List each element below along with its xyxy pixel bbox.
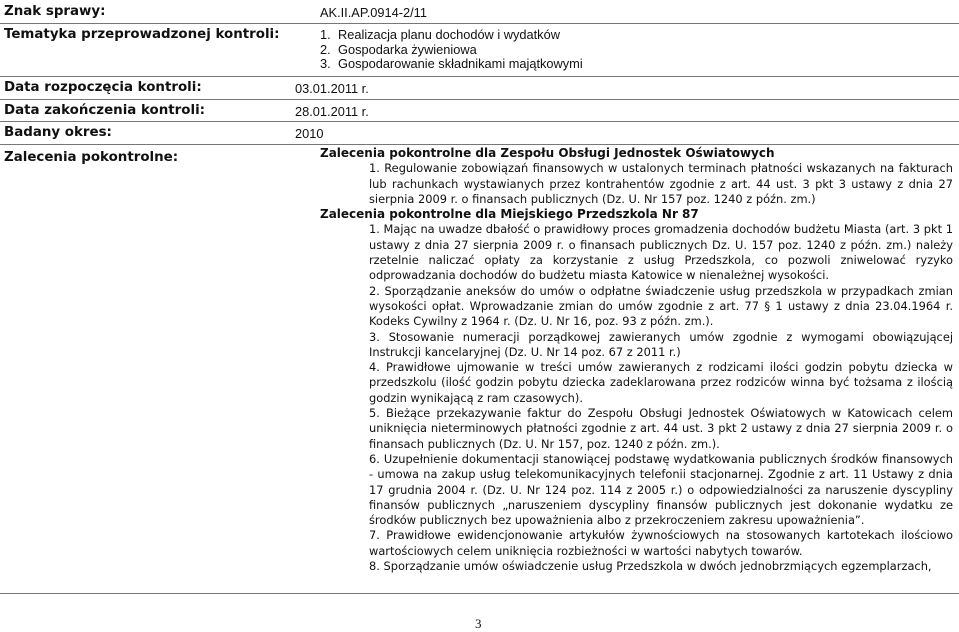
row-divider	[0, 76, 959, 77]
topic-item: 1. Realizacja planu dochodów i wydatków	[320, 27, 560, 42]
row-divider	[0, 23, 959, 24]
start-date-value: 03.01.2011 r.	[295, 81, 369, 96]
topic-item: 3. Gospodarowanie składnikami majątkowymi	[320, 56, 583, 72]
row-divider	[0, 99, 959, 100]
recommendation-item: 3. Stosowanie numeracji porządkowej zawieranych umów zgodnie z wymogami obowiązującej Instrukcji kancelaryjnej (Dz. U. Nr 14 poz. 67 z 2011 r.)	[369, 329, 953, 359]
recommendation-item: 7. Prawidłowe ewidencjonowanie artykułów żywnościowych na stosowanych kartotekach ilościowo wartościowych celem uniknięcia rozbieżności w wartości nabytych towarów.	[369, 528, 953, 558]
recommendation-item: 1. Regulowanie zobowiązań finansowych w ustalonych terminach płatności wskazanych na fakturach lub rachunkach wystawianych przez kontrahentów zgodnie z art. 44 ust. 3 pkt 3 ustawy z dnia 27 sierpnia 2009 r. o finansach publicznych (Dz. U. Nr 157 poz. 1240 z późn. zm.)	[369, 161, 953, 206]
row-divider	[0, 121, 959, 122]
recommendation-item: 5. Bieżące przekazywanie faktur do Zespołu Obsługi Jednostek Oświatowych w Katowicach celem uniknięcia nieterminowych płatności zgodnie z art. 44 ust. 3 pkt 2 ustawy z dnia 27 sierpnia 2009 r. o finansach publicznych (Dz. U. Nr 157, poz. 1240 z późn. zm.).	[369, 406, 953, 451]
topic-item: 2. Gospodarka żywieniowa	[320, 41, 477, 57]
heading-zespol: Zalecenia pokontrolne dla Zespołu Obsługi Jednostek Oświatowych	[320, 146, 775, 160]
topics-label: Tematyka przeprowadzonej kontroli:	[4, 27, 280, 42]
row-divider	[0, 144, 959, 145]
case-number-value: AK.II.AP.0914-2/11	[320, 5, 427, 20]
recommendation-item: 2. Sporządzanie aneksów do umów o odpłatne świadczenie usług przedszkola w przypadkach zmian wysokości opłat. Wprowadzanie zmian do umów zgodnie z art. 77 § 1 ustawy z dnia 23.04.1964 r. Kodeks Cywilny z 1964 r. (Dz. U. Nr 16, poz. 93 z późn. zm.).	[369, 283, 953, 329]
recommendation-item: 4. Prawidłowe ujmowanie w treści umów zawieranych z rodzicami ilości godzin pobytu dziecka w przedszkolu (ilość godzin pobytu dziecka zadeklarowana przez rodziców winna być tożsama z ilością godzin wynikającą z ram czasowych).	[369, 360, 953, 405]
recommendations-label: Zalecenia pokontrolne:	[4, 150, 179, 165]
period-value: 2010	[295, 126, 324, 141]
row-divider	[0, 593, 959, 594]
page-number: 3	[475, 616, 482, 631]
recommendation-item: 1. Mając na uwadze dbałość o prawidłowy proces gromadzenia dochodów budżetu Miasta (art. 3 pkt 1 ustawy z dnia 27 sierpnia 2009 r. o finansach publicznych Dz. U. 157 poz. 1240 z późn. zm.) należy rzetelnie naliczać opłaty za korzystanie z usług Przedszkola, co pozwoli zniwelować ryzyko odprowadzania dochodów do budżetu miasta Katowice w nienależnej wysokości.	[369, 222, 953, 283]
start-date-label: Data rozpoczęcia kontroli:	[4, 80, 202, 95]
heading-przedszkole: Zalecenia pokontrolne dla Miejskiego Przedszkola Nr 87	[320, 207, 699, 222]
period-label: Badany okres:	[4, 125, 112, 140]
topics-list	[320, 28, 583, 72]
case-number-label: Znak sprawy:	[4, 4, 106, 19]
recommendations-body	[320, 146, 953, 574]
recommendation-item: 6. Uzupełnienie dokumentacji stanowiącej podstawę wydatkowania publicznych środków finansowych - umowa na zakup usług telekomunikacyjnych telefonii stacjonarnej. Zgodnie z art. 11 Ustawy z dnia 17 grudnia 2004 r. (Dz. U. Nr 124 poz. 114 z 2005 r.) o odpowiedzialności za naruszenie dyscypliny finansów publicznych „naruszeniem dyscypliny finansów publicznych jest dokonanie wydatku ze środków publicznych bez upoważnienia albo z przekroczeniem zakresu upoważnienia”.	[369, 451, 953, 528]
recommendation-item: 8. Sporządzanie umów oświadczenie usług Przedszkola w dwóch jednobrzmiących egzemplarzach,	[369, 559, 932, 574]
end-date-value: 28.01.2011 r.	[295, 104, 369, 119]
end-date-label: Data zakończenia kontroli:	[4, 103, 206, 118]
